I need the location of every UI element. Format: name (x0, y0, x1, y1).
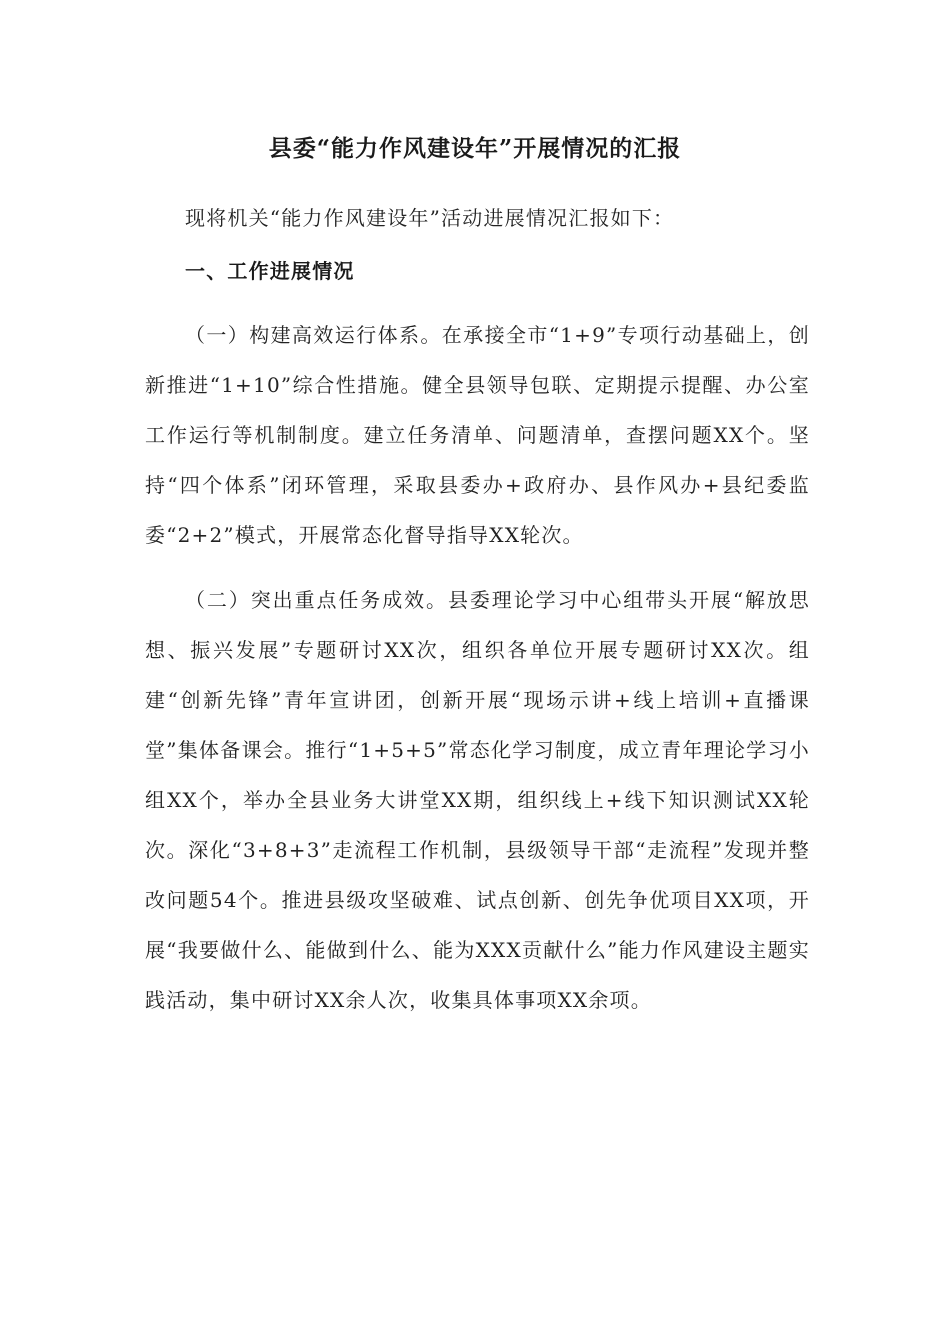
intro-paragraph: 现将机关“能力作风建设年”活动进展情况汇报如下： (185, 206, 675, 230)
paragraph-2: （二）突出重点任务成效。县委理论学习中心组带头开展“解放思想、振兴发展”专题研讨XX次，组织各单位开展专题研讨XX次。组建“创新先锋”青年宣讲团，创新开展“现场示讲+线上培训+直播课堂”集体备课会。推行“1+5+5”常态化学习制度，成立青年理论学习小组XX个，举办全县业务大讲堂XX期，组织线上+线下知识测试XX轮次。深化“3+8+3”走流程工作机制，县级领导干部“走流程”发现并整改问题54个。推进县级攻坚破难、试点创新、创先争优项目XX项，开展“我要做什么、能做到什么、能为XXX贡献什么”能力作风建设主题实践活动，集中研讨XX余人次，收集具体事项XX余项。 (145, 588, 810, 1012)
section-heading: 一、工作进展情况 (185, 259, 355, 283)
paragraph-1: （一）构建高效运行体系。在承接全市“1+9”专项行动基础上，创新推进“1+10”综合性措施。健全县领导包联、定期提示提醒、办公室工作运行等机制制度。建立任务清单、问题清单，查摆问题XX个。坚持“四个体系”闭环管理，采取县委办+政府办、县作风办+县纪委监委“2+2”模式，开展常态化督导指导XX轮次。 (145, 323, 810, 547)
document-title: 县委“能力作风建设年”开展情况的汇报 (268, 135, 682, 162)
